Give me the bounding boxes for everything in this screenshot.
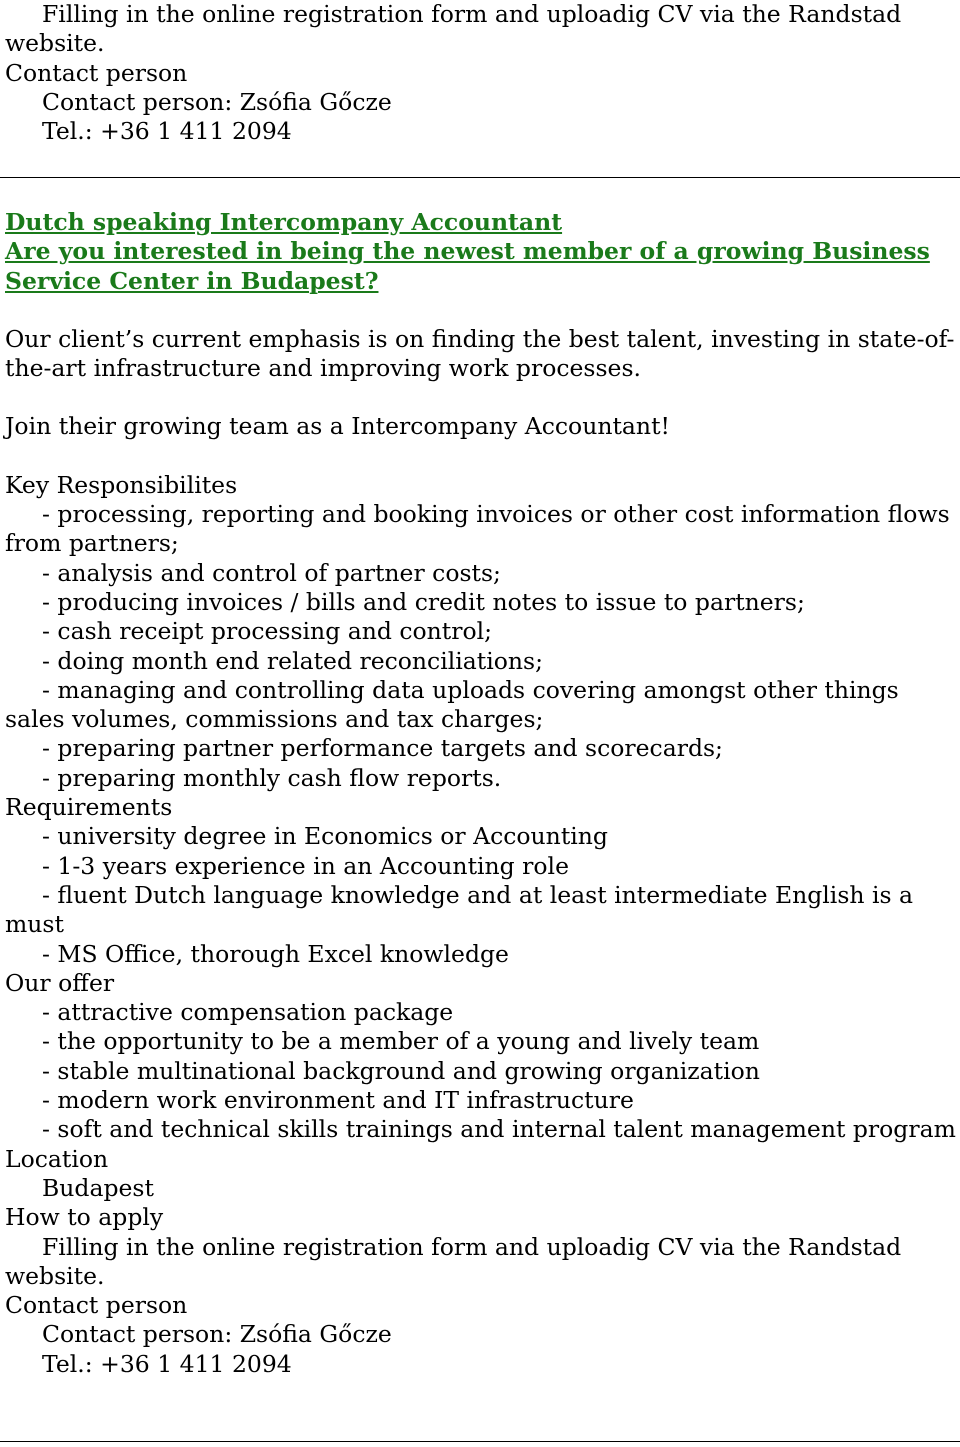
divider-top: [0, 177, 960, 178]
job-listing: [0, 208, 960, 1379]
responsibility-item: - processing, reporting and booking invoices or other cost information flows from partners;: [5, 500, 950, 558]
requirements-list: [0, 822, 960, 968]
responsibility-item: - producing invoices / bills and credit notes to issue to partners;: [42, 587, 805, 616]
join-line: Join their growing team as a Intercompany Accountant!: [5, 412, 670, 441]
previous-how-to-apply-value: Filling in the online registration form and uploadig CV via the Randstad website.: [5, 0, 902, 58]
offer-item: - stable multinational background and growing organization: [42, 1056, 760, 1085]
responsibility-item: - doing month end related reconciliations;: [42, 646, 543, 675]
contact-value: Contact person: Zsófia Gőcze: [42, 1320, 392, 1349]
divider-bottom: [0, 1441, 960, 1442]
requirement-item: - university degree in Economics or Accounting: [42, 822, 608, 851]
requirement-item: - MS Office, thorough Excel knowledge: [42, 939, 509, 968]
responsibility-item: - preparing partner performance targets and scorecards;: [42, 734, 723, 763]
apply-value: Filling in the online registration form and uploadig CV via the Randstad website.: [5, 1232, 902, 1290]
apply-heading: How to apply: [5, 1203, 164, 1232]
previous-listing-tail: [0, 0, 960, 146]
previous-contact-value: Contact person: Zsófia Gőcze: [42, 87, 392, 116]
offer-list: [0, 998, 960, 1144]
location-value: Budapest: [42, 1173, 154, 1202]
requirement-item: - fluent Dutch language knowledge and at least intermediate English is a must: [5, 880, 914, 939]
job-title: Dutch speaking Intercompany Accountant: [5, 208, 563, 236]
responsibility-item: - analysis and control of partner costs;: [42, 558, 501, 587]
responsibilities-list: [0, 500, 960, 793]
job-subtitle: Are you interested in being the newest member of a growing Business Service Center in Budapest?: [5, 237, 930, 295]
requirement-item: - 1-3 years experience in an Accounting role: [42, 851, 569, 880]
offer-item: - the opportunity to be a member of a young and lively team: [42, 1027, 760, 1056]
tel-value: Tel.: +36 1 411 2094: [42, 1349, 292, 1378]
job-title-link[interactable]: [0, 208, 960, 296]
offer-item: - attractive compensation package: [42, 998, 454, 1027]
responsibility-item: - preparing monthly cash flow reports.: [42, 763, 502, 792]
responsibility-item: - managing and controlling data uploads covering amongst other things sales volumes, commissions and tax charges;: [5, 675, 899, 734]
offer-item: - soft and technical skills trainings and internal talent management program: [42, 1115, 956, 1144]
location-heading: Location: [5, 1144, 109, 1173]
contact-heading: Contact person: [5, 1291, 188, 1320]
offer-item: - modern work environment and IT infrastructure: [42, 1086, 634, 1115]
previous-tel-value: Tel.: +36 1 411 2094: [42, 117, 292, 146]
responsibilities-heading: Key Responsibilites: [5, 470, 238, 499]
intro-paragraph: Our client’s current emphasis is on finding the best talent, investing in state-of-the-art infrastructure and improving work processes.: [5, 324, 955, 383]
offer-heading: Our offer: [5, 968, 115, 997]
previous-contact-heading: Contact person: [5, 58, 188, 87]
responsibility-item: - cash receipt processing and control;: [42, 617, 493, 646]
requirements-heading: Requirements: [5, 793, 173, 822]
